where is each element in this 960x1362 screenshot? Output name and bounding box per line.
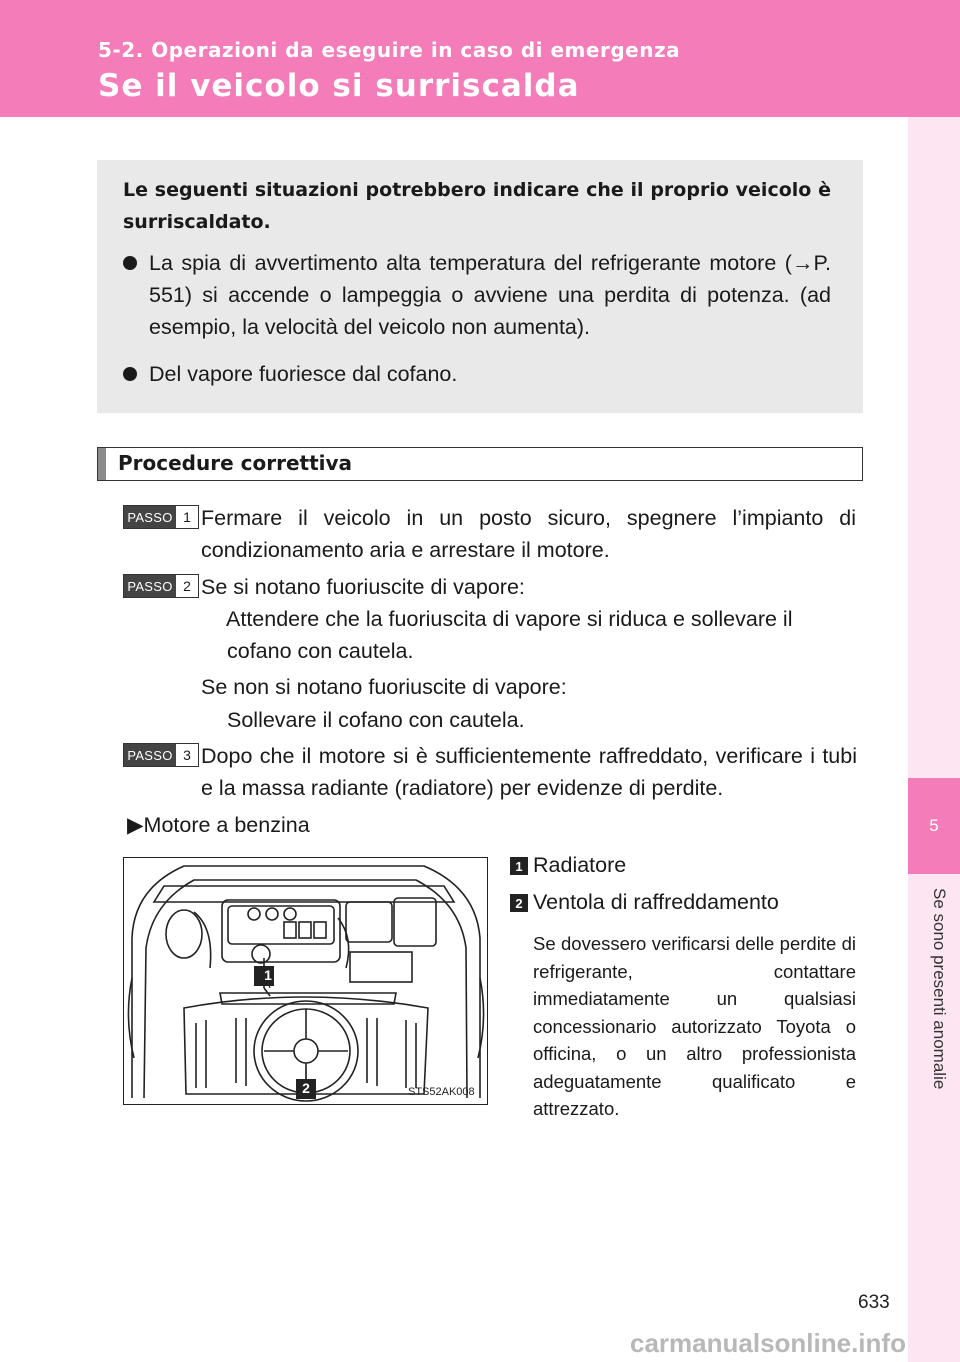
legend-label-radiator: Radiatore <box>533 853 627 877</box>
procedure-heading <box>97 447 863 481</box>
bullet-text: La spia di avvertimento alta temperatura del refrigerante motore (→P. 551) si accende o lampeggia o avviene una perdita di potenza. (ad esempio, la velocità del veicolo non aumenta). <box>149 251 831 339</box>
chapter-number: 5 <box>929 816 939 835</box>
procedure-heading-text: Procedure correttiva <box>118 451 353 475</box>
legend-badge-2: 2 <box>510 894 528 912</box>
engine-compartment-figure <box>123 857 488 1105</box>
figure-code: STS52AK008 <box>408 1086 475 1098</box>
step-number: 1 <box>176 506 198 528</box>
engine-type-label: ▶Motore a benzina <box>127 813 310 837</box>
step-2-sub2: Sollevare il cofano con cautela. <box>227 708 525 732</box>
callout-1-label: 1 <box>264 967 272 983</box>
infobox-bullet <box>123 358 831 390</box>
legend-label-fan: Ventola di raffreddamento <box>533 890 779 914</box>
step-label: PASSO <box>124 744 176 766</box>
chapter-title: Se sono presenti anomalie <box>930 888 949 1090</box>
infobox-bullet <box>123 247 831 343</box>
legend-badge-1: 1 <box>510 857 528 875</box>
watermark: carmanualsonline.info <box>630 1328 906 1358</box>
heading-accent-bar <box>98 448 106 480</box>
step-1-text: Fermare il veicolo in un posto sicuro, spegnere l’impianto di condizionamento aria e arrestare il motore. <box>201 506 856 562</box>
note-paragraph: Se dovessero verificarsi delle perdite di refrigerante, contattare immediatamente un qualsiasi concessionario autorizzato Toyota o officina, o un altro professionista adeguatamente qualificato e attrezzato. <box>533 933 856 1119</box>
step-badge-3 <box>123 743 199 767</box>
step-badge-2 <box>123 574 199 598</box>
page-header <box>0 0 960 117</box>
chapter-number-tab[interactable] <box>908 778 960 874</box>
bullet-dot-icon <box>123 367 137 381</box>
bullet-dot-icon <box>123 256 137 270</box>
step-2-text: Se si notano fuoriuscite di vapore: <box>201 575 525 599</box>
warning-infobox <box>97 160 863 413</box>
page-number: 633 <box>858 1292 890 1313</box>
step-3-text: Dopo che il motore si è sufficientemente raffreddato, verificare i tubi e la massa radiante (radiatore) per evidenze di perdite. <box>201 744 857 800</box>
step-number: 3 <box>176 744 198 766</box>
step-number: 2 <box>176 575 198 597</box>
step-label: PASSO <box>124 506 176 528</box>
step-2-sub1: Attendere che la fuoriuscita di vapore si riduca e sollevare il cofano con cautela. <box>226 607 793 663</box>
infobox-intro: Le seguenti situazioni potrebbero indicare che il proprio veicolo è surriscaldato. <box>123 179 831 233</box>
callout-2-label: 2 <box>302 1080 310 1096</box>
section-label: 5-2. Operazioni da eseguire in caso di emergenza <box>98 38 681 62</box>
step-badge-1 <box>123 505 199 529</box>
page-title: Se il veicolo si surriscalda <box>98 68 580 104</box>
engine-illustration <box>124 858 487 1104</box>
bullet-text: Del vapore fuoriesce dal cofano. <box>149 362 458 386</box>
side-tab-strip <box>908 117 960 1362</box>
step-label: PASSO <box>124 575 176 597</box>
step-2-text2: Se non si notano fuoriuscite di vapore: <box>201 675 567 699</box>
